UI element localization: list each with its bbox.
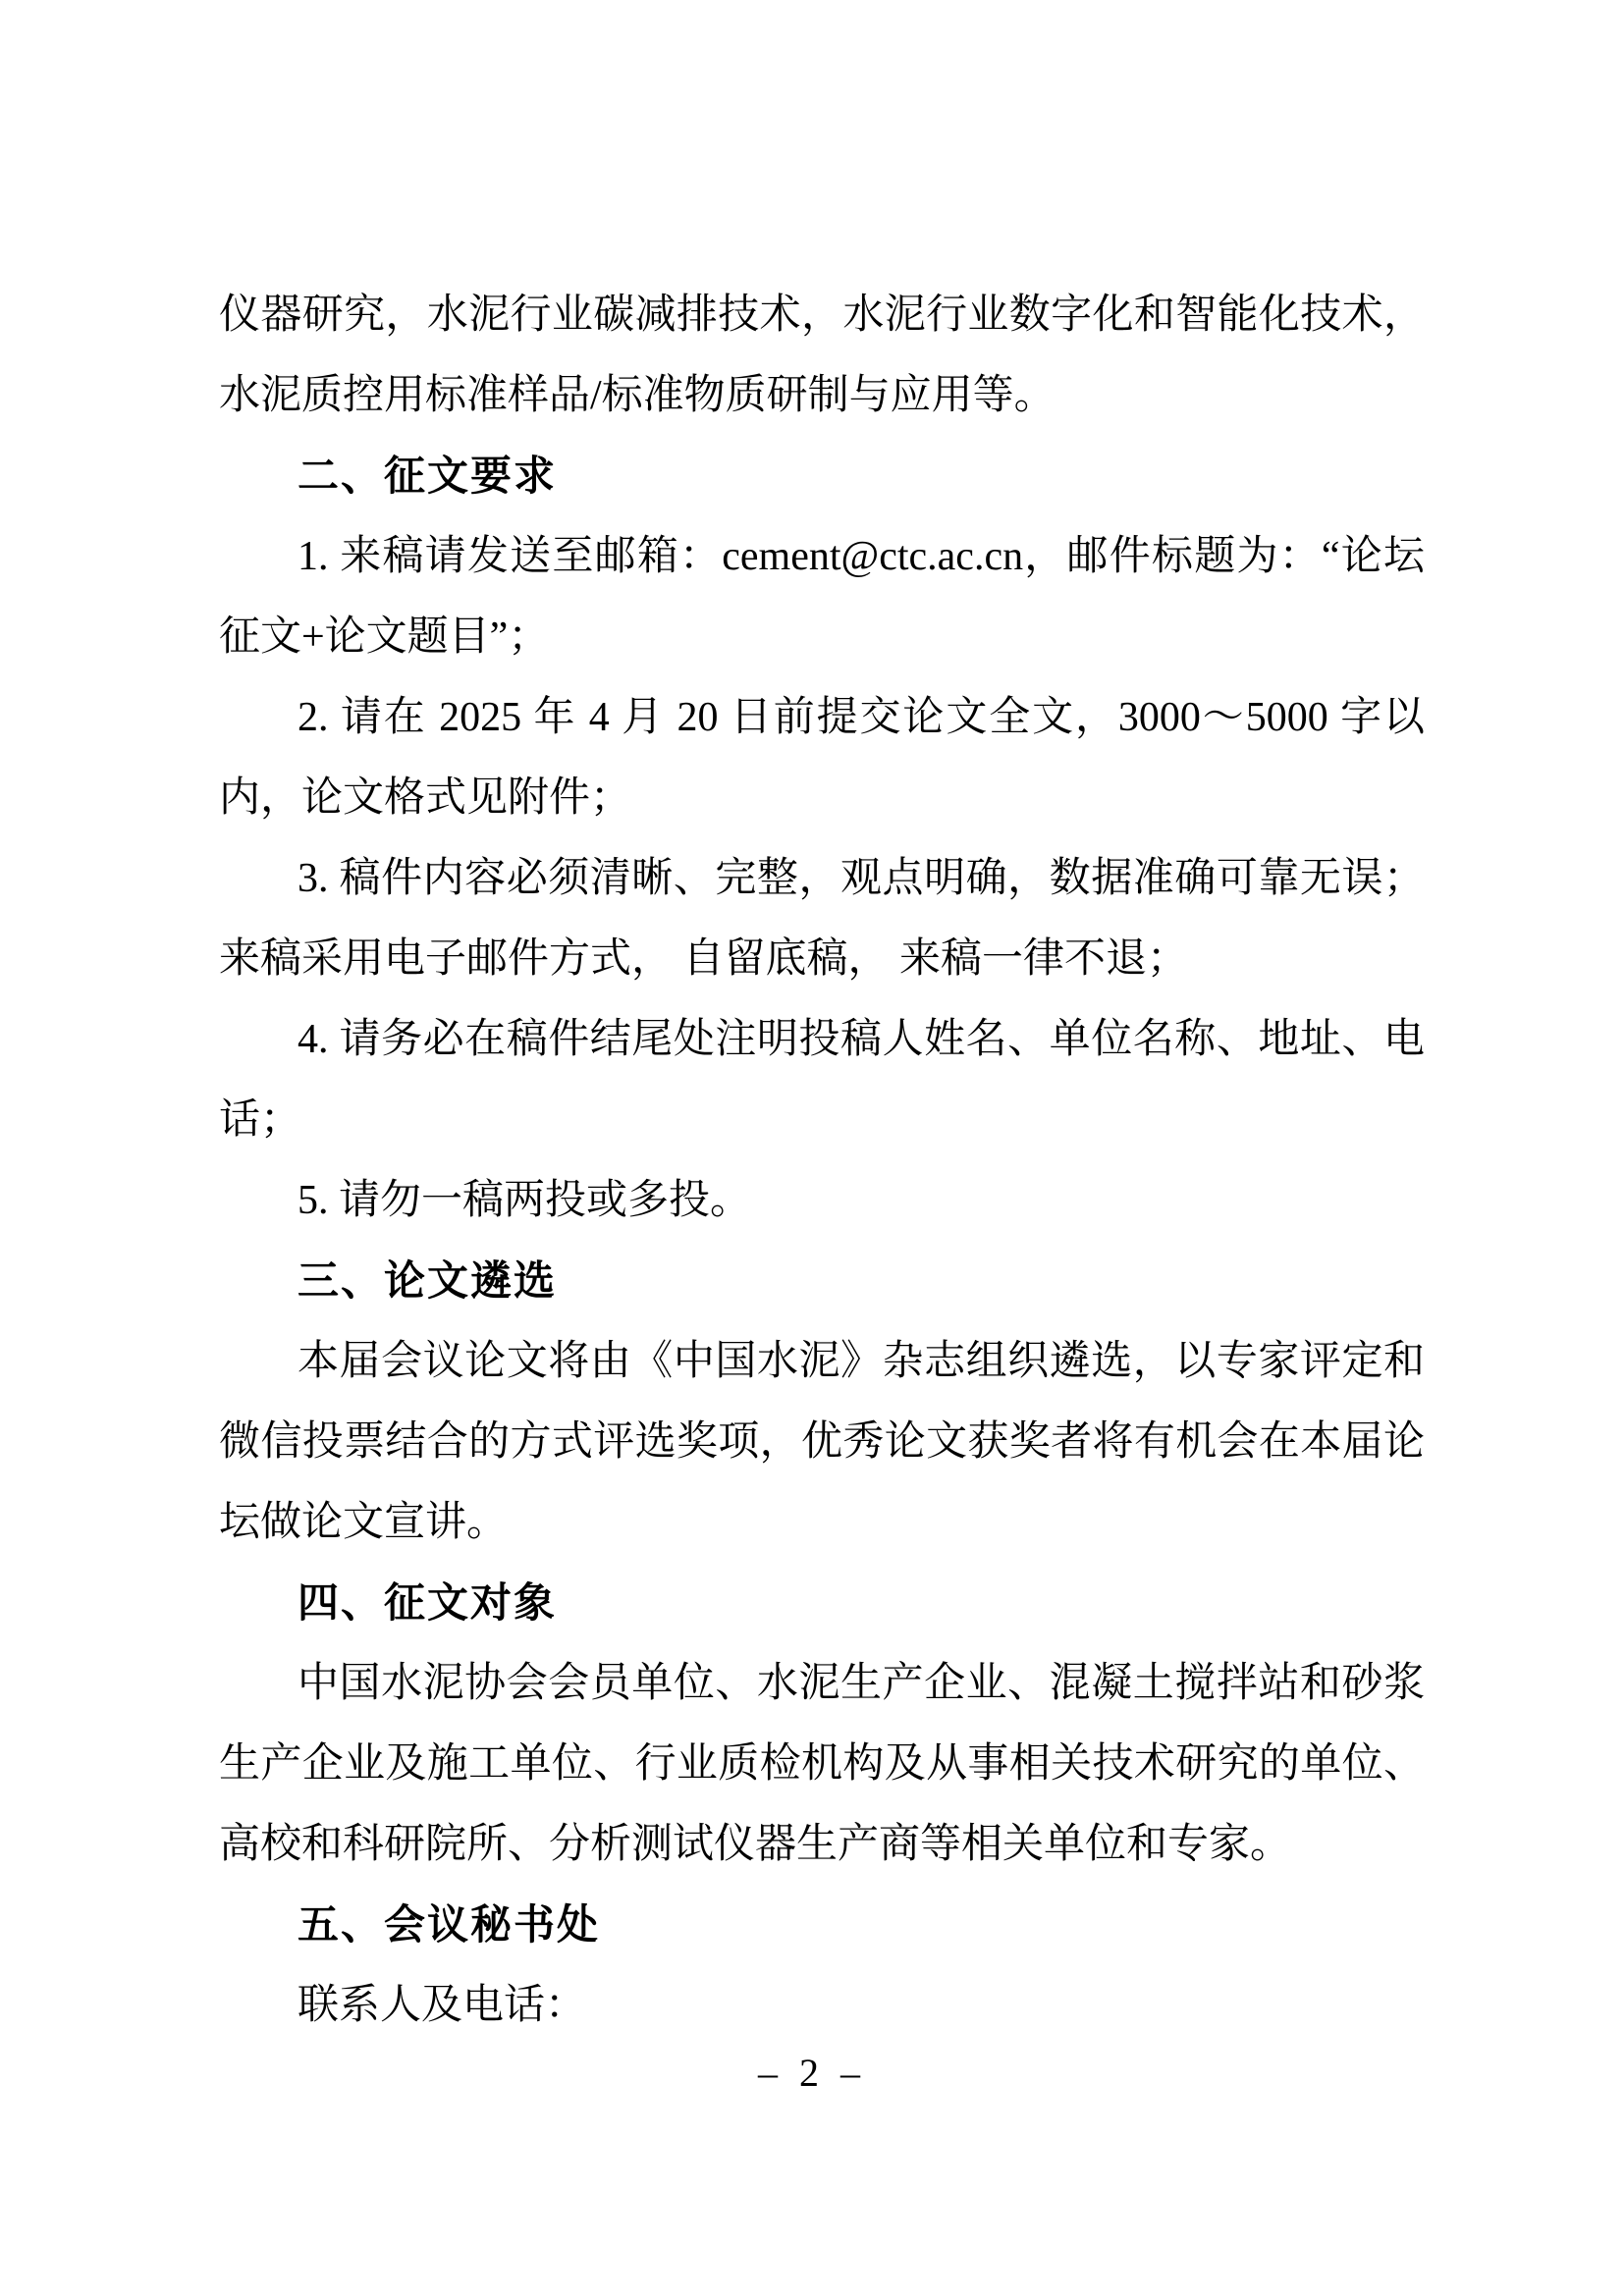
- item-deadline: 2. 请在 2025 年 4 月 20 日前提交论文全文，3000～5000 字以内，论文格式见附件；: [219, 695, 1425, 821]
- item-content-quality: 3. 稿件内容必须清晰、完整，观点明确，数据准确可靠无误；来稿采用电子邮件方式， 自留底稿， 来稿一律不退；: [219, 856, 1425, 982]
- item-no-duplicate-submission: 5. 请勿一稿两投或多投。: [298, 1178, 752, 1223]
- paragraph-target-audience: 中国水泥协会会员单位、水泥生产企业、混凝土搅拌站和砂浆生产企业及施工单位、行业质检机构及从事相关技术研究的单位、高校和科研院所、分析测试仪器生产商等相关单位和专家。: [219, 1661, 1425, 1867]
- paragraph-paper-selection: 本届会议论文将由《中国水泥》杂志组织遴选，以专家评定和微信投票结合的方式评选奖项，优秀论文获奖者将有机会在本届论坛做论文宣讲。: [219, 1339, 1425, 1545]
- paragraph-carryover: 仪器研究，水泥行业碳减排技术，水泥行业数字化和智能化技术，水泥质控用标准样品/标准物质研制与应用等。: [219, 293, 1425, 418]
- item-submission-email: 1. 来稿请发送至邮箱：cement@ctc.ac.cn，邮件标题为：“论坛征文+论文题目”；: [219, 534, 1425, 660]
- heading-target-audience: 四、征文对象: [298, 1579, 558, 1626]
- heading-conference-secretariat: 五、会议秘书处: [298, 1901, 601, 1948]
- page-number: – 2 –: [758, 2051, 866, 2095]
- item-author-info: 4. 请务必在稿件结尾处注明投稿人姓名、单位名称、地址、电话；: [219, 1017, 1425, 1143]
- document-body: [219, 275, 1425, 2046]
- paragraph-contact: 联系人及电话：: [298, 1983, 587, 2028]
- heading-call-for-papers-requirements: 二、征文要求: [298, 453, 558, 499]
- heading-paper-selection: 三、论文遴选: [298, 1257, 558, 1304]
